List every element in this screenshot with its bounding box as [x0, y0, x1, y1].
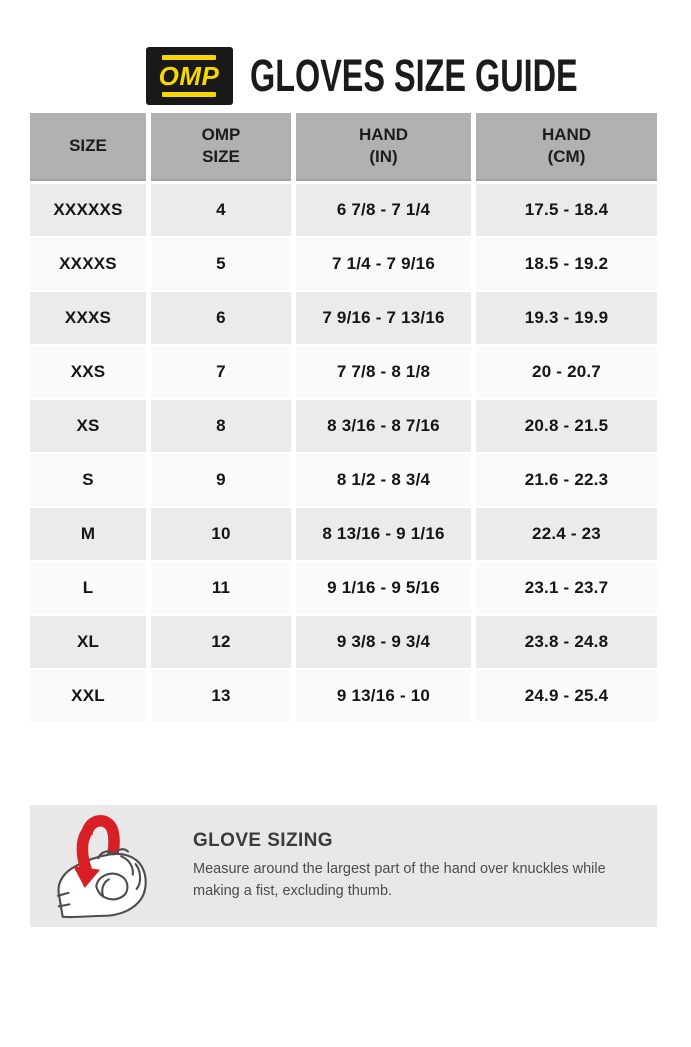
- header-cell-hand-in: [296, 113, 471, 181]
- cell-hand-cm: 20 - 20.7: [476, 346, 657, 398]
- table-row: [30, 508, 657, 560]
- cell-hand-in: 9 3/8 - 9 3/4: [296, 616, 471, 668]
- cell-hand-cm: 20.8 - 21.5: [476, 400, 657, 452]
- table-header-row: [30, 113, 657, 181]
- cell-hand-in: 8 13/16 - 9 1/16: [296, 508, 471, 560]
- cell-hand-cm: 21.6 - 22.3: [476, 454, 657, 506]
- cell-hand-in: 6 7/8 - 7 1/4: [296, 184, 471, 236]
- cell-size: S: [30, 454, 146, 506]
- cell-size: XXXXS: [30, 238, 146, 290]
- omp-logo: [146, 47, 233, 105]
- cell-omp-size: 9: [151, 454, 291, 506]
- omp-logo-text: OMP: [158, 61, 220, 91]
- cell-omp-size: 10: [151, 508, 291, 560]
- cell-size: XXL: [30, 670, 146, 722]
- cell-omp-size: 5: [151, 238, 291, 290]
- header-label: HAND: [541, 124, 592, 144]
- logo-top-bar: [162, 55, 216, 60]
- cell-hand-in: 8 3/16 - 8 7/16: [296, 400, 471, 452]
- header-label: (CM): [547, 147, 586, 166]
- header-label: OMP: [201, 124, 241, 144]
- header-label: SIZE: [202, 147, 240, 166]
- table-row: [30, 292, 657, 344]
- cell-omp-size: 8: [151, 400, 291, 452]
- glove-sizing-description: Measure around the largest part of the hand over knuckles while making a fist, excluding thumb.: [193, 861, 606, 899]
- table-row: [30, 616, 657, 668]
- cell-size: L: [30, 562, 146, 614]
- cell-omp-size: 4: [151, 184, 291, 236]
- glove-sizing-panel: [30, 805, 657, 927]
- cell-hand-in: 7 9/16 - 7 13/16: [296, 292, 471, 344]
- table-row: [30, 238, 657, 290]
- cell-size: XL: [30, 616, 146, 668]
- cell-hand-cm: 17.5 - 18.4: [476, 184, 657, 236]
- table-row: [30, 184, 657, 236]
- brand-header: [0, 47, 691, 105]
- header-label: (IN): [369, 147, 398, 166]
- cell-hand-cm: 19.3 - 19.9: [476, 292, 657, 344]
- page-title: GLOVES SIZE GUIDE: [249, 50, 578, 101]
- fist-with-measuring-band-icon: [55, 811, 151, 919]
- glove-sizing-heading: GLOVE SIZING: [193, 830, 333, 852]
- page-title-wrap: [249, 47, 578, 105]
- cell-size: M: [30, 508, 146, 560]
- cell-hand-cm: 18.5 - 19.2: [476, 238, 657, 290]
- cell-hand-in: 8 1/2 - 8 3/4: [296, 454, 471, 506]
- cell-omp-size: 12: [151, 616, 291, 668]
- cell-omp-size: 13: [151, 670, 291, 722]
- cell-hand-in: 7 1/4 - 7 9/16: [296, 238, 471, 290]
- cell-size: XXS: [30, 346, 146, 398]
- cell-hand-cm: 23.8 - 24.8: [476, 616, 657, 668]
- logo-bottom-bar: [162, 92, 216, 97]
- cell-hand-in: 9 1/16 - 9 5/16: [296, 562, 471, 614]
- cell-hand-cm: 23.1 - 23.7: [476, 562, 657, 614]
- cell-hand-in: 9 13/16 - 10: [296, 670, 471, 722]
- table-row: [30, 454, 657, 506]
- cell-hand-cm: 24.9 - 25.4: [476, 670, 657, 722]
- header-label: HAND: [358, 124, 409, 144]
- cell-size: XXXXXS: [30, 184, 146, 236]
- table-row: [30, 400, 657, 452]
- table-row: [30, 346, 657, 398]
- cell-size: XS: [30, 400, 146, 452]
- cell-size: XXXS: [30, 292, 146, 344]
- cell-omp-size: 11: [151, 562, 291, 614]
- cell-omp-size: 7: [151, 346, 291, 398]
- table-row: [30, 562, 657, 614]
- cell-omp-size: 6: [151, 292, 291, 344]
- header-cell-size: [30, 113, 146, 181]
- header-cell-omp-size: [151, 113, 291, 181]
- cell-hand-cm: 22.4 - 23: [476, 508, 657, 560]
- gloves-size-guide-page: [0, 47, 691, 1047]
- header-label: SIZE: [69, 135, 107, 155]
- table-body: [30, 184, 657, 722]
- header-cell-hand-cm: [476, 113, 657, 181]
- size-table: [30, 113, 657, 722]
- table-row: [30, 670, 657, 722]
- glove-sizing-text: [193, 830, 657, 901]
- cell-hand-in: 7 7/8 - 8 1/8: [296, 346, 471, 398]
